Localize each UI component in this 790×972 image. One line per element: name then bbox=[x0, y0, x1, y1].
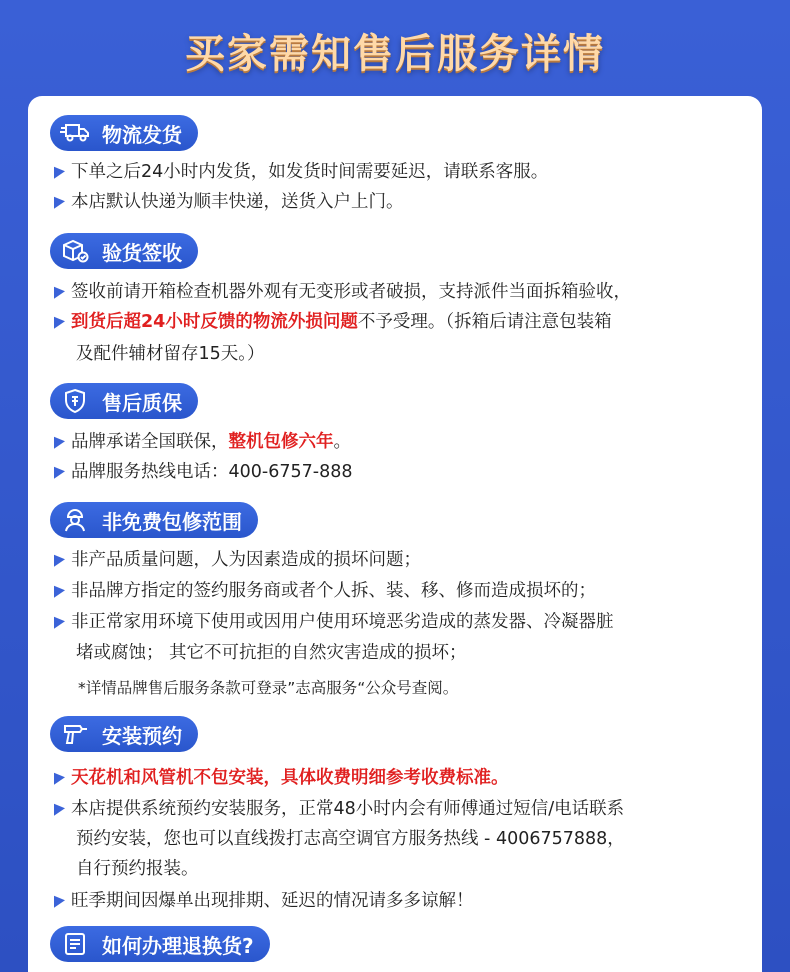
list-item-continuation: 自行预约报装。 bbox=[76, 859, 199, 879]
package-check-icon bbox=[60, 239, 90, 263]
section-title-inspection: 验货签收 bbox=[102, 240, 182, 265]
list-item: 本店默认快递为顺丰快递，送货入户上门。 bbox=[54, 188, 404, 216]
info-card bbox=[28, 96, 762, 972]
repair-worker-icon bbox=[60, 508, 90, 532]
list-item: 非品牌方指定的签约服务商或者个人拆、装、移、修而造成损坏的； bbox=[54, 577, 596, 605]
section-title-returns: 如何办理退换货? bbox=[102, 933, 254, 958]
list-item: 品牌承诺全国联保，整机包修六年。 bbox=[54, 428, 351, 456]
list-item: 非正常家用环境下使用或因用户使用环境恶劣造成的蒸发器、冷凝器脏 bbox=[54, 608, 614, 636]
section-header-returns bbox=[50, 926, 270, 962]
section-title-warranty: 售后质保 bbox=[102, 390, 182, 415]
section-title-logistics: 物流发货 bbox=[102, 122, 182, 147]
section-header-non-free bbox=[50, 502, 258, 538]
section-title-non-free: 非免费包修范围 bbox=[102, 509, 242, 534]
list-item-continuation: 堵或腐蚀； 其它不可抗拒的自然灾害造成的损坏； bbox=[76, 643, 467, 663]
list-item-continuation: 预约安装，您也可以直线拨打志高空调官方服务热线 - 4006757888， bbox=[76, 829, 625, 849]
list-item: 非产品质量问题，人为因素造成的损坏问题； bbox=[54, 546, 421, 574]
service-note: *详情品牌售后服务条款可登录”志高服务“公众号查阅。 bbox=[78, 679, 459, 697]
list-item: 本店提供系统预约安装服务，正常48小时内会有师傅通过短信/电话联系 bbox=[54, 795, 624, 823]
list-item: 签收前请开箱检查机器外观有无变形或者破损，支持派件当面拆箱验收， bbox=[54, 278, 631, 306]
section-header-inspection bbox=[50, 233, 198, 269]
section-header-install bbox=[50, 716, 198, 752]
list-item: 下单之后24小时内发货，如发货时间需要延迟，请联系客服。 bbox=[54, 158, 548, 186]
drill-icon bbox=[60, 722, 90, 746]
truck-icon bbox=[60, 121, 90, 145]
list-item: 到货后超24小时反馈的物流外损问题不予受理。（拆箱后请注意包装箱 bbox=[54, 308, 612, 336]
section-title-install: 安装预约 bbox=[102, 723, 182, 748]
list-item: 品牌服务热线电话：400-6757-888 bbox=[54, 458, 352, 486]
return-document-icon bbox=[60, 932, 90, 956]
section-header-warranty bbox=[50, 383, 198, 419]
shield-icon bbox=[60, 389, 90, 413]
page-title: 买家需知售后服务详情 bbox=[185, 31, 605, 77]
list-item: 旺季期间因爆单出现排期、延迟的情况请多多谅解！ bbox=[54, 887, 474, 915]
section-header-logistics bbox=[50, 115, 198, 151]
list-item: 天花机和风管机不包安装，具体收费明细参考收费标准。 bbox=[54, 764, 509, 792]
list-item-continuation: 及配件辅材留存15天。） bbox=[76, 344, 265, 364]
